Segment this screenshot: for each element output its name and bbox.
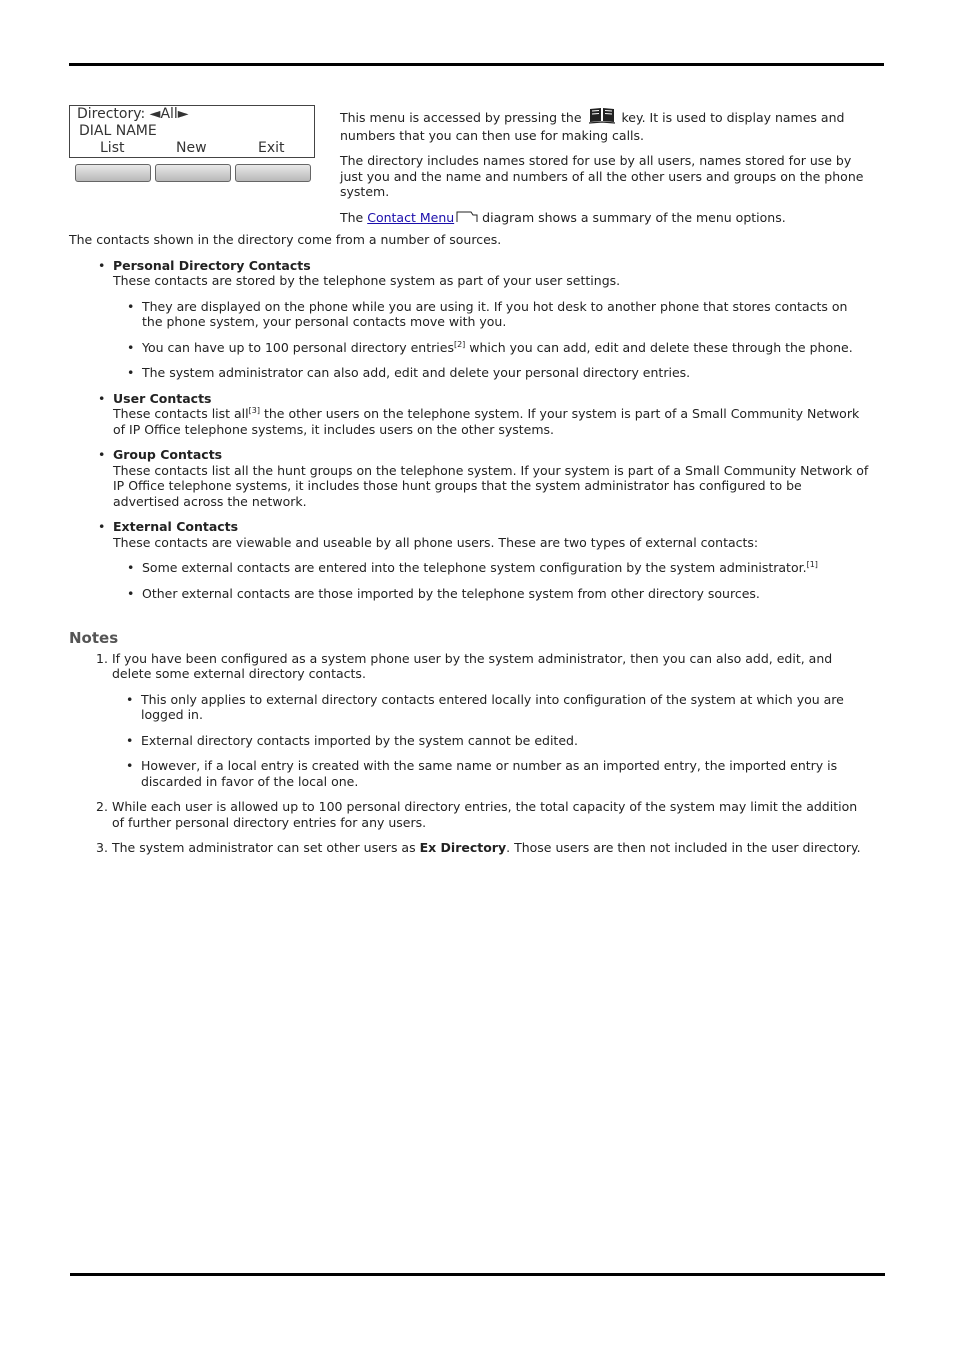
softkey-label-list: List bbox=[100, 140, 125, 156]
list-item bbox=[142, 560, 869, 576]
footer-rule bbox=[70, 1273, 885, 1276]
intro-paragraph-1 bbox=[340, 106, 870, 143]
source-user-desc-after: the other users on the telephone system. If your system is part of a Small Community Network of IP Office telephone systems, it includes users on the other systems. bbox=[113, 406, 860, 437]
source-personal bbox=[113, 258, 869, 381]
intro-p1-text-after: key. It is used to display names and numbers that you can then use for making calls. bbox=[340, 110, 845, 143]
phone-softkeys bbox=[69, 164, 315, 182]
notes-list bbox=[69, 651, 869, 856]
source-external-title: External Contacts bbox=[113, 519, 239, 534]
source-user bbox=[113, 391, 869, 438]
list-item: • This only applies to external directory contacts entered locally into configuration of the system at which you are logged in. bbox=[141, 692, 869, 723]
sources-list bbox=[69, 258, 869, 602]
intro-paragraph-2: The directory includes names stored for use by all users, names stored for use by just you and the name and numbers of all the other users and groups on the phone system. bbox=[340, 153, 864, 199]
header-rule bbox=[69, 63, 884, 66]
softkey-label-exit: Exit bbox=[258, 140, 285, 156]
sources-intro: The contacts shown in the directory come from a number of sources. bbox=[69, 232, 502, 247]
intro-paragraph-3 bbox=[340, 210, 870, 226]
list-item: • However, if a local entry is created with the same name or number as an imported entry, the imported entry is discarded in favor of the local one. bbox=[141, 758, 869, 789]
list-item: • Other external contacts are those imported by the telephone system from other directory sources. bbox=[142, 586, 869, 602]
note-number: 1. bbox=[96, 650, 108, 666]
list-item: • The system administrator can also add, edit and delete your personal directory entries. bbox=[142, 365, 869, 381]
source-personal-title: Personal Directory Contacts bbox=[113, 257, 311, 273]
list-item bbox=[142, 340, 869, 356]
note-2-text: While each user is allowed up to 100 personal directory entries, the total capacity of the system may limit the addition of further personal directory entries for any users. bbox=[112, 799, 858, 830]
list-item-text-after: which you can add, edit and delete these through the phone. bbox=[465, 339, 853, 355]
footnote-ref-1[interactable]: [1] bbox=[806, 560, 818, 569]
intro-section bbox=[340, 106, 870, 235]
note-1-bullets bbox=[112, 692, 869, 790]
softkey-label-new: New bbox=[176, 140, 207, 156]
softkey-button-1 bbox=[75, 164, 151, 182]
note-3 bbox=[96, 840, 869, 856]
note-1 bbox=[96, 650, 869, 790]
directory-book-icon bbox=[588, 106, 616, 128]
note-number: 2. bbox=[96, 799, 108, 814]
source-external bbox=[113, 519, 869, 601]
phone-display-image bbox=[69, 105, 315, 182]
intro-p3-text: The bbox=[340, 209, 364, 225]
phone-screen-line2: DIAL NAME bbox=[79, 123, 157, 139]
list-item: • They are displayed on the phone while you are using it. If you hot desk to another phone that stores contacts on the phone system, your personal contacts move with you. bbox=[142, 299, 869, 330]
phone-screen-line1: Directory: ◄All► bbox=[77, 106, 189, 122]
note-3-text: The system administrator can set other users as bbox=[112, 840, 420, 855]
list-item: • External directory contacts imported by the system cannot be edited. bbox=[141, 733, 869, 749]
note-1-text: If you have been configured as a system phone user by the system administrator, then you can also add, edit, and delete some external directory contacts. bbox=[112, 650, 833, 681]
source-user-title: User Contacts bbox=[113, 390, 212, 406]
note-2 bbox=[96, 799, 869, 830]
main-content bbox=[69, 232, 869, 866]
phone-screen bbox=[69, 105, 315, 158]
list-item-text: Some external contacts are entered into the telephone system configuration by the system administrator. bbox=[142, 560, 807, 575]
source-external-bullets bbox=[113, 560, 869, 601]
source-user-desc: These contacts list all bbox=[113, 406, 249, 421]
softkey-button-2 bbox=[155, 164, 231, 182]
contact-menu-link[interactable]: Contact Menu bbox=[367, 209, 455, 225]
footnote-ref-2[interactable]: [2] bbox=[453, 339, 466, 349]
source-personal-desc: These contacts are stored by the telephone system as part of your user settings. bbox=[113, 273, 621, 288]
source-external-desc: These contacts are viewable and useable by all phone users. These are two types of external contacts: bbox=[113, 534, 759, 550]
source-personal-bullets bbox=[113, 299, 869, 381]
note-3-text-after: . Those users are then not included in the user directory. bbox=[506, 840, 861, 855]
footnote-ref-3[interactable]: [3] bbox=[248, 406, 260, 415]
cross-reference-icon bbox=[456, 211, 478, 223]
ex-directory-term: Ex Directory bbox=[419, 840, 507, 855]
list-item-text: You can have up to 100 personal directory entries bbox=[142, 339, 454, 355]
softkey-button-3 bbox=[235, 164, 311, 182]
note-number: 3. bbox=[96, 840, 108, 855]
source-group-desc: These contacts list all the hunt groups on the telephone system. If your system is part of a Small Community Network of IP Office telephone systems, it includes those hunt groups that the system administrator has configured to be advertised across the network. bbox=[113, 462, 869, 509]
intro-p1-text: This menu is accessed by pressing the bbox=[340, 110, 582, 125]
notes-heading: Notes bbox=[69, 629, 119, 647]
source-group bbox=[113, 447, 869, 509]
intro-p3-text-after: diagram shows a summary of the menu options. bbox=[482, 209, 786, 225]
source-group-title: Group Contacts bbox=[113, 447, 223, 462]
